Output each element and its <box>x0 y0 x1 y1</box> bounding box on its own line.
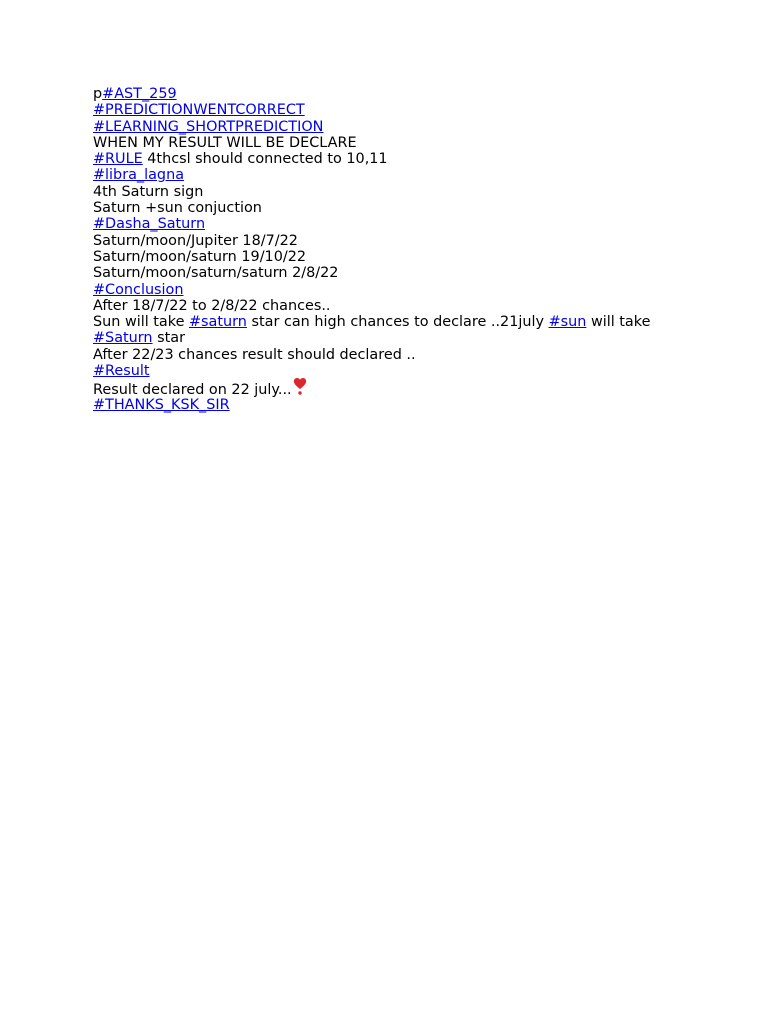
post-line-10: Saturn/moon/Jupiter 18/7/22 <box>93 232 298 249</box>
post-body <box>93 86 733 413</box>
hashtag-saturn[interactable]: #saturn <box>189 314 247 331</box>
post-line-19 <box>93 379 733 397</box>
post-line-16 <box>93 330 733 346</box>
post-line-13 <box>93 282 733 298</box>
post-line-4: WHEN MY RESULT WILL BE DECLARE <box>93 134 357 151</box>
post-line-15 <box>93 314 733 330</box>
hashtag-sun[interactable]: #sun <box>548 314 587 331</box>
post-line-18 <box>93 363 733 379</box>
heart-exclamation-icon <box>292 379 304 395</box>
post-line-11: Saturn/moon/saturn 19/10/22 <box>93 248 307 265</box>
sun-text-a: Sun will take <box>93 314 189 331</box>
post-line-20 <box>93 397 733 413</box>
hashtag-result[interactable]: #Result <box>93 363 150 380</box>
hashtag-saturn-capital[interactable]: #Saturn <box>93 330 153 347</box>
hashtag-rule[interactable]: #RULE <box>93 151 143 168</box>
post-line-7: 4th Saturn sign <box>93 183 204 200</box>
hashtag-ast-259[interactable]: #AST_259 <box>102 86 177 102</box>
star-text: star <box>152 330 186 347</box>
hashtag-predictionwentcorrect[interactable]: #PREDICTIONWENTCORRECT <box>93 102 305 119</box>
result-declared-text: Result declared on 22 july... <box>93 382 292 399</box>
post-line-6 <box>93 167 733 183</box>
post-line-12: Saturn/moon/saturn/saturn 2/8/22 <box>93 265 339 282</box>
prefix-text: p <box>93 86 103 102</box>
hashtag-libra-lagna[interactable]: #libra_lagna <box>93 167 185 184</box>
post-line-5 <box>93 151 733 167</box>
post-line-8: Saturn +sun conjuction <box>93 200 262 217</box>
hashtag-learning-shortprediction[interactable]: #LEARNING_SHORTPREDICTION <box>93 118 324 135</box>
hashtag-conclusion[interactable]: #Conclusion <box>93 281 184 298</box>
post-line-2 <box>93 102 733 118</box>
post-line-3 <box>93 119 733 135</box>
rule-text: 4thcsl should connected to 10,11 <box>142 151 388 168</box>
post-line-14: After 18/7/22 to 2/8/22 chances.. <box>93 297 331 314</box>
hashtag-dasha-saturn[interactable]: #Dasha_Saturn <box>93 216 206 233</box>
sun-text-c: will take <box>586 314 651 331</box>
hashtag-thanks-ksk-sir[interactable]: #THANKS_KSK_SIR <box>93 396 230 413</box>
post-line-9 <box>93 216 733 232</box>
post-line-1 <box>93 86 733 102</box>
sun-text-b: star can high chances to declare ..21july <box>246 314 549 331</box>
post-line-17: After 22/23 chances result should declared .. <box>93 346 416 363</box>
